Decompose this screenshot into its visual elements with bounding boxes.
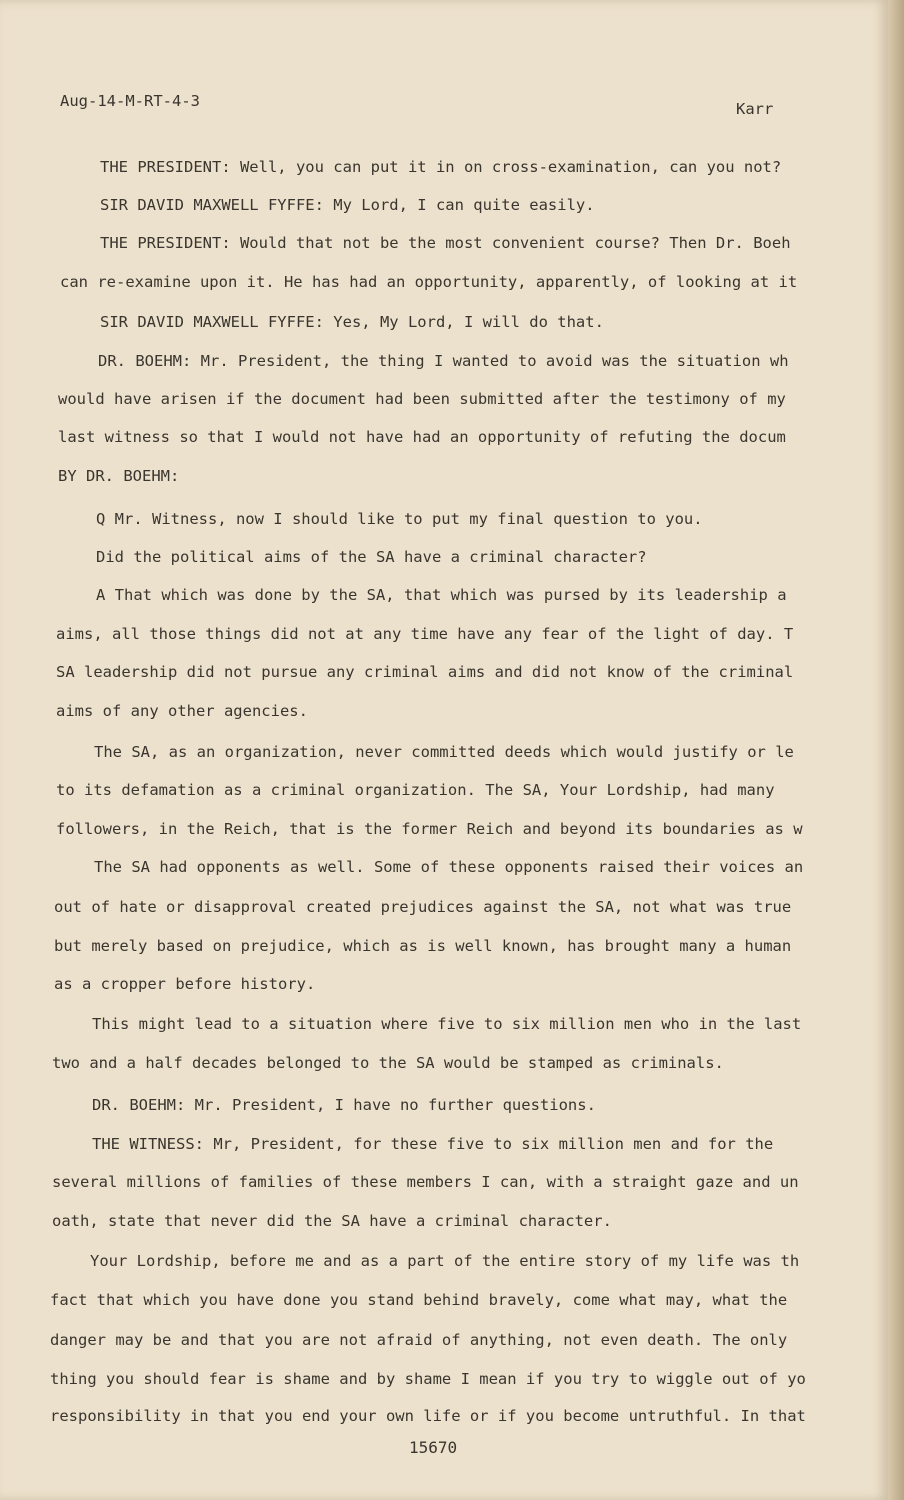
transcript-line: DR. BOEHM: Mr. President, the thing I wanted to avoid was the situation wh [98, 352, 789, 370]
transcript-line: DR. BOEHM: Mr. President, I have no further questions. [92, 1096, 596, 1114]
transcript-line: SA leadership did not pursue any criminal aims and did not know of the criminal [56, 663, 794, 681]
transcript-line: last witness so that I would not have had an opportunity of refuting the docum [58, 428, 786, 446]
transcript-line: several millions of families of these members I can, with a straight gaze and un [52, 1173, 799, 1191]
transcript-line: can re-examine upon it. He has had an opportunity, apparently, of looking at it [60, 273, 798, 291]
transcript-line: fact that which you have done you stand behind bravely, come what may, what the [50, 1291, 788, 1309]
transcript-line: THE WITNESS: Mr, President, for these five to six million men and for the [92, 1135, 774, 1153]
reporter-name: Karr [736, 100, 774, 118]
transcript-line: Your Lordship, before me and as a part of the entire story of my life was th [90, 1252, 800, 1270]
transcript-line: The SA had opponents as well. Some of these opponents raised their voices an [94, 858, 804, 876]
transcript-line: The SA, as an organization, never committed deeds which would justify or le [94, 743, 794, 761]
transcript-line: would have arisen if the document had been submitted after the testimony of my [58, 390, 786, 408]
paper-edge [888, 0, 904, 1500]
transcript-line: but merely based on prejudice, which as is well known, has brought many a human [54, 937, 792, 955]
page-number: 15670 [409, 1438, 458, 1457]
transcript-line: SIR DAVID MAXWELL FYFFE: My Lord, I can quite easily. [100, 196, 595, 214]
transcript-line: Did the political aims of the SA have a criminal character? [96, 548, 647, 566]
transcript-line: aims, all those things did not at any time have any fear of the light of day. T [56, 625, 794, 643]
transcript-line: responsibility in that you end your own life or if you become untruthful. In that [50, 1407, 806, 1425]
transcript-line: aims of any other agencies. [56, 702, 308, 720]
document-code: Aug-14-M-RT-4-3 [60, 92, 200, 110]
transcript-line: followers, in the Reich, that is the former Reich and beyond its boundaries as w [56, 820, 803, 838]
transcript-line: to its defamation as a criminal organization. The SA, Your Lordship, had many [56, 781, 775, 799]
transcript-line: This might lead to a situation where five to six million men who in the last [92, 1015, 802, 1033]
transcript-line: two and a half decades belonged to the SA would be stamped as criminals. [52, 1054, 724, 1072]
transcript-line: danger may be and that you are not afraid of anything, not even death. The only [50, 1331, 788, 1349]
transcript-line: oath, state that never did the SA have a criminal character. [52, 1212, 612, 1230]
transcript-line: THE PRESIDENT: Well, you can put it in on cross-examination, can you not? [100, 158, 782, 176]
transcript-line: SIR DAVID MAXWELL FYFFE: Yes, My Lord, I will do that. [100, 313, 604, 331]
transcript-line: BY DR. BOEHM: [58, 467, 180, 485]
transcript-line: THE PRESIDENT: Would that not be the most convenient course? Then Dr. Boeh [100, 234, 791, 252]
transcript-line: thing you should fear is shame and by shame I mean if you try to wiggle out of yo [50, 1370, 806, 1388]
transcript-line: out of hate or disapproval created prejudices against the SA, not what was true [54, 898, 792, 916]
transcript-line: Q Mr. Witness, now I should like to put my final question to you. [96, 510, 703, 528]
transcript-line: as a cropper before history. [54, 975, 316, 993]
transcript-line: A That which was done by the SA, that which was pursed by its leadership a [96, 586, 787, 604]
